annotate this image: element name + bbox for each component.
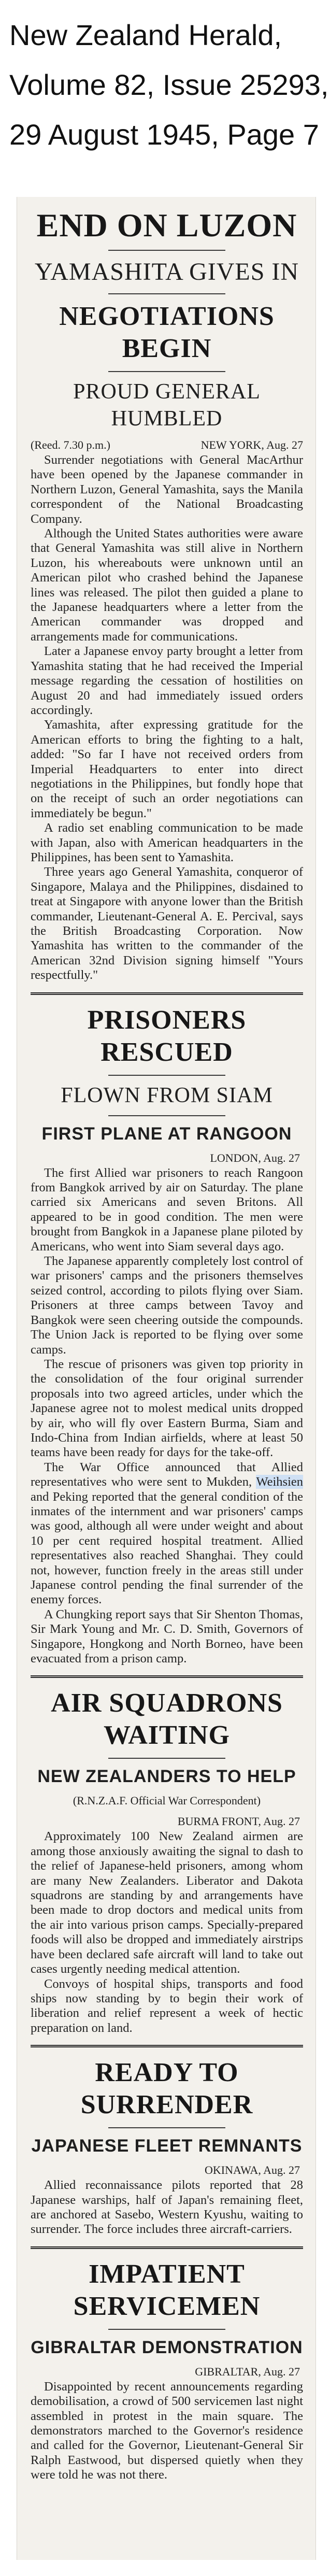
divider <box>108 1075 225 1076</box>
article-end-on-luzon <box>31 207 303 983</box>
paragraph: Later a Japanese envoy party brought a letter from Yamashita stating that he had received the Imperial message regarding the cessation of hostilities on August 20 and had immediately issued orders accordingly. <box>31 644 303 717</box>
dateline <box>31 2364 303 2380</box>
credit-line <box>31 1793 303 1809</box>
newspaper-clipping <box>17 197 316 2560</box>
article-subhead: FLOWN FROM SIAM <box>61 1083 273 1107</box>
correspondent-credit: (R.N.Z.A.F. Official War Correspondent) <box>73 1794 261 1808</box>
received-time: (Reed. 7.30 p.m.) <box>31 438 110 451</box>
article-headline: READY TO SURRENDER <box>80 2058 253 2120</box>
text-run: The War Office announced that Allied representatives who were sent to Mukden, <box>31 1460 303 1489</box>
divider <box>108 1115 225 1116</box>
paragraph: The first Allied war prisoners to reach Rangoon from Bangkok arrived by air on Saturday. The plane carried six Americans and seven Britons. All appeared to be in good condition. The men were brought from Bangkok in a Japanese plane piloted by Americans, who went into Siam several days ago. <box>31 1165 303 1254</box>
divider <box>108 293 225 294</box>
article-separator <box>31 2045 303 2047</box>
paragraph: Allied reconnaissance pilots reported that 28 Japanese warships, half of Japan's remaining fleet, are anchored at Sasebo, Western Kyushu, waiting to surrender. The force includes three aircraft-carriers. <box>31 2178 303 2237</box>
paragraph: The Japanese apparently completely lost control of war prisoners' camps and the prisoners themselves seized control, according to pilots flying over Siam. Prisoners at three camps between Tavoy and Bangkok were seen cheering outside the compounds. The Union Jack is reported to be flying over some camps. <box>31 1254 303 1357</box>
paragraph: Approximately 100 New Zealand airmen are among those anxiously awaiting the signal to dash to the relief of Japanese-held prisoners, among whom are many New Zealanders. Liberator and Dakota squadrons are standing by and arrangements have been made to drop doctors and medical units from the air into various prison camps. Specially-prepared foods will also be dropped and immediately airstrips have been declared safe aircraft will land to take out cases urgently needing medical attention. <box>31 1829 303 1976</box>
paragraph <box>31 1460 303 1607</box>
article-air-squadrons <box>31 1687 303 2036</box>
article-separator <box>31 2246 303 2249</box>
divider <box>108 1758 225 1759</box>
divider <box>108 2127 225 2128</box>
source-citation <box>0 0 330 197</box>
article-subhead: GIBRALTAR DEMONSTRATION <box>31 2337 303 2357</box>
article-deck: NEGOTIATIONS BEGIN <box>59 302 275 363</box>
article-headline: AIR SQUADRONS WAITING <box>51 1688 283 1750</box>
text-run: and Peking reported that the general condition of the inmates of the internment and war prisoners' camps was good, although all were under weight and about 10 per cent required hospital treatment. Allied representatives also reached Shanghai. They could not, however, function freely in the areas still under Japanese control pending the final surrender of the enemy forces. <box>31 1489 303 1607</box>
source-title: New Zealand Herald, <box>9 19 282 51</box>
article-prisoners-rescued <box>31 1004 303 1667</box>
paragraph: A radio set enabling communication to be made with Japan, also with American headquarters in the Philippines, has been sent to Yamashita. <box>31 821 303 864</box>
article-ready-to-surrender <box>31 2057 303 2237</box>
dateline <box>31 437 303 453</box>
dateline-place: NEW YORK, Aug. 27 <box>200 438 303 451</box>
article-body <box>31 1829 303 2036</box>
divider <box>108 371 225 372</box>
article-body <box>31 2380 303 2483</box>
article-headline: IMPATIENT SERVICEMEN <box>73 2259 261 2321</box>
dateline <box>31 1150 303 1166</box>
paragraph: Three years ago General Yamashita, conqueror of Singapore, Malaya and the Philippines, disdained to treat at Singapore with anyone lower than the British commander, Lieutenant-General A. E. Percival, says the British Broadcasting Corporation. Now Yamashita has written to the commander of the American 32nd Division signing himself "Yours respectfully." <box>31 865 303 983</box>
paragraph: Disappointed by recent announcements regarding demobilisation, a crowd of 500 servicemen last night assembled in protest in the main square. The demonstrators marched to the Governor's residence and called for the Governor, Lieutenant-General Sir Ralph Eastwood, but dispersed quietly when they were told he was not there. <box>31 2379 303 2482</box>
dateline-place: BURMA FRONT, Aug. 27 <box>177 1815 300 1828</box>
dateline-place: GIBRALTAR, Aug. 27 <box>195 2365 300 2378</box>
dateline <box>31 2162 303 2178</box>
article-deck: FIRST PLANE AT RANGOON <box>41 1123 292 1144</box>
article-body <box>31 2178 303 2237</box>
divider <box>108 250 225 251</box>
paragraph: Although the United States authorities were aware that General Yamashita was still alive in Northern Luzon, his whereabouts were unknown until an American pilot who crashed behind the Japanese lines was released. The pilot then guided a plane to the Japanese headquarters where a letter from the American commander was dropped and arrangements made for communications. <box>31 526 303 644</box>
article-subdeck: PROUD GENERAL HUMBLED <box>73 380 261 431</box>
divider <box>108 2329 225 2330</box>
article-impatient-servicemen <box>31 2258 303 2483</box>
article-body <box>31 453 303 983</box>
article-separator <box>31 1675 303 1678</box>
paragraph: Convoys of hospital ships, transports and food ships now standing by to begin their work of liberation and relief represent a week of hectic preparation on land. <box>31 1976 303 2035</box>
source-volume-issue: Volume 82, Issue 25293, <box>9 68 329 101</box>
dateline-place: LONDON, Aug. 27 <box>210 1151 300 1164</box>
highlighted-word: Weihsien <box>256 1475 304 1489</box>
article-separator <box>31 992 303 995</box>
article-subhead: YAMASHITA GIVES IN <box>34 258 299 286</box>
dateline-place: OKINAWA, Aug. 27 <box>204 2164 300 2177</box>
article-subhead: JAPANESE FLEET REMNANTS <box>31 2136 303 2156</box>
paragraph: Yamashita, after expressing gratitude for the American efforts to bring the fighting to a halt, added: "So far I have not received orders from Imperial Headquarters to enter into direct negotiations in the Philippines, but fondly hope that on the receipt of such an order negotiations can immediately be begun." <box>31 718 303 820</box>
dateline <box>31 1814 303 1829</box>
paragraph: Surrender negotiations with General MacArthur have been opened by the Japanese commander in Northern Luzon, General Yamashita, says the Manila correspondent of the National Broadcasting Company. <box>31 453 303 526</box>
article-headline: PRISONERS RESCUED <box>87 1005 247 1067</box>
article-body <box>31 1166 303 1667</box>
paragraph: The rescue of prisoners was given top priority in the consolidation of the four original surrender proposals into two agreed articles, under which the Japanese agree not to molest medical units dropped by air, who will fly over Eastern Burma, Siam and Indo-China from Indian airfields, where at least 50 teams have been ready for days for the take-off. <box>31 1357 303 1460</box>
paragraph: A Chungking report says that Sir Shenton Thomas, Sir Mark Young and Mr. C. D. Smith, Governors of Singapore, Hongkong and North Borneo, have been evacuated from a prison camp. <box>31 1607 303 1666</box>
source-date-page: 29 August 1945, Page 7 <box>9 118 319 151</box>
article-subhead: NEW ZEALANDERS TO HELP <box>37 1767 296 1787</box>
article-headline: END ON LUZON <box>36 207 297 244</box>
